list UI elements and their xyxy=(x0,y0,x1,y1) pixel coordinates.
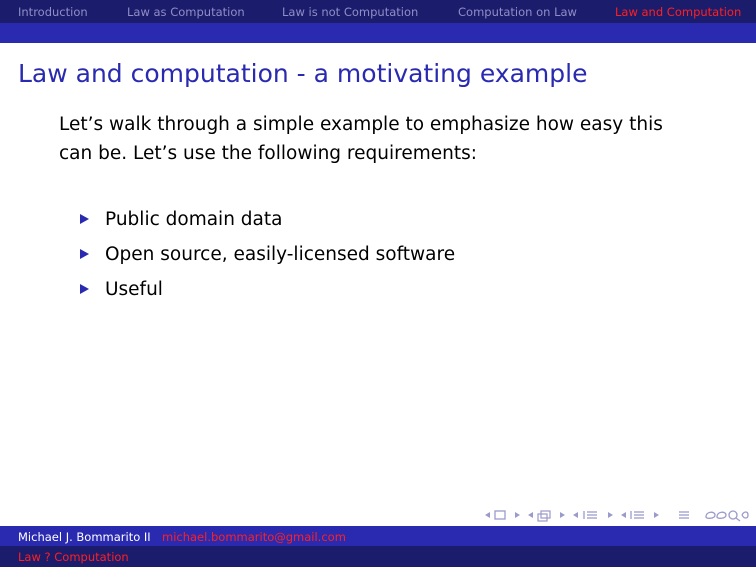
footer-email-link[interactable]: michael.bommarito@gmail.com xyxy=(162,530,346,544)
nav-section-law-is-not-computation[interactable]: Law is not Computation xyxy=(282,5,419,19)
list-item-text: Useful xyxy=(105,279,163,300)
align-icon[interactable] xyxy=(676,505,692,525)
intro-paragraph: Let’s walk through a simple example to emphasize how easy this can be. Let’s use the following requirements: xyxy=(59,114,663,164)
footer-short-title: Law ? Computation xyxy=(18,550,129,564)
frame-nav-icon[interactable] xyxy=(525,505,567,525)
bullet-triangle-icon xyxy=(80,214,89,224)
list-item-text: Public domain data xyxy=(105,209,283,230)
nav-section-computation-on-law[interactable]: Computation on Law xyxy=(458,5,577,19)
search-icon[interactable] xyxy=(703,505,751,525)
frame-title: Law and computation - a motivating example xyxy=(18,59,588,88)
footer-author-row xyxy=(0,526,756,546)
list-item-text: Open source, easily-licensed software xyxy=(105,244,456,265)
section-navigation-bar xyxy=(0,0,756,43)
footer-author: Michael J. Bommarito II xyxy=(18,530,151,544)
footer-title-row xyxy=(0,546,756,567)
bullet-triangle-icon xyxy=(80,284,89,294)
section-nav-icon[interactable] xyxy=(618,505,662,525)
footer-bar xyxy=(0,526,756,567)
section-nav-row xyxy=(0,0,756,23)
nav-section-law-and-computation[interactable]: Law and Computation xyxy=(615,5,742,19)
nav-section-introduction[interactable]: Introduction xyxy=(18,5,88,19)
header-band xyxy=(0,23,756,43)
subsection-nav-icon[interactable] xyxy=(570,505,616,525)
bullet-triangle-icon xyxy=(80,249,89,259)
nav-section-law-as-computation[interactable]: Law as Computation xyxy=(127,5,245,19)
slide-nav-icon[interactable] xyxy=(482,505,522,525)
